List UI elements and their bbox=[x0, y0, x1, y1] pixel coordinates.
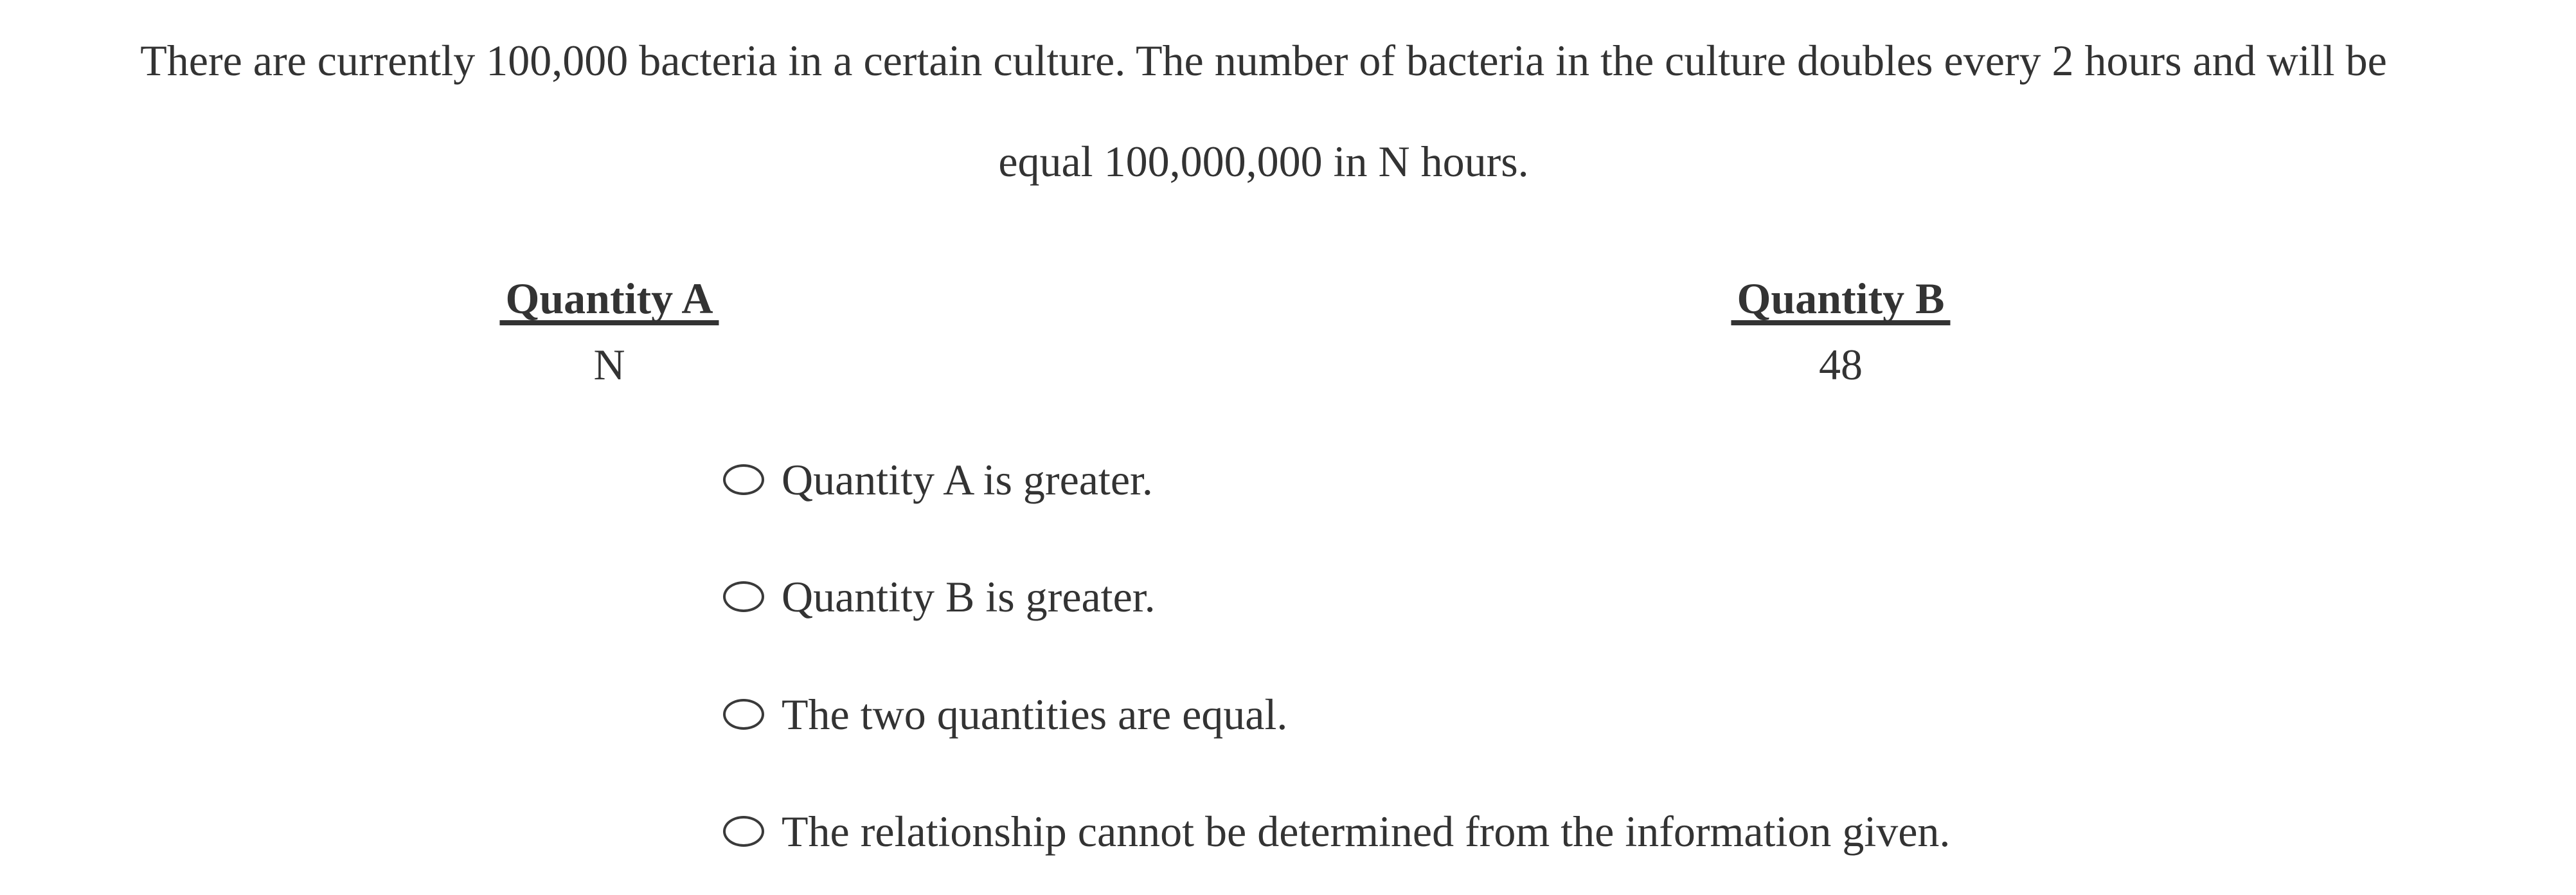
radio-icon[interactable] bbox=[723, 464, 764, 495]
quantity-b-column bbox=[1731, 274, 1950, 389]
answer-option-a[interactable] bbox=[723, 450, 1153, 509]
answer-option-a-label: Quantity A is greater. bbox=[782, 455, 1153, 504]
answer-option-c-label: The two quantities are equal. bbox=[782, 690, 1288, 739]
quantity-a-value: N bbox=[593, 340, 625, 389]
quantity-b-value: 48 bbox=[1818, 340, 1863, 389]
answer-option-c[interactable] bbox=[723, 685, 1287, 744]
answer-option-d[interactable] bbox=[723, 802, 1950, 861]
quantity-a-column bbox=[499, 274, 719, 389]
question-text bbox=[111, 10, 2417, 212]
question-line-2: equal 100,000,000 in N hours. bbox=[998, 137, 1529, 186]
radio-icon[interactable] bbox=[723, 581, 764, 612]
question-line-1: There are currently 100,000 bacteria in a certain culture. The number of bacteria in the culture doubles every 2 hours and will be bbox=[140, 36, 2387, 85]
answer-option-b-label: Quantity B is greater. bbox=[782, 572, 1156, 621]
quantity-b-header: Quantity B bbox=[1731, 276, 1950, 325]
radio-icon[interactable] bbox=[723, 699, 764, 730]
answer-option-b[interactable] bbox=[723, 567, 1156, 626]
answer-option-d-label: The relationship cannot be determined from the information given. bbox=[782, 807, 1951, 856]
quantity-a-header: Quantity A bbox=[499, 276, 719, 325]
radio-icon[interactable] bbox=[723, 816, 764, 847]
